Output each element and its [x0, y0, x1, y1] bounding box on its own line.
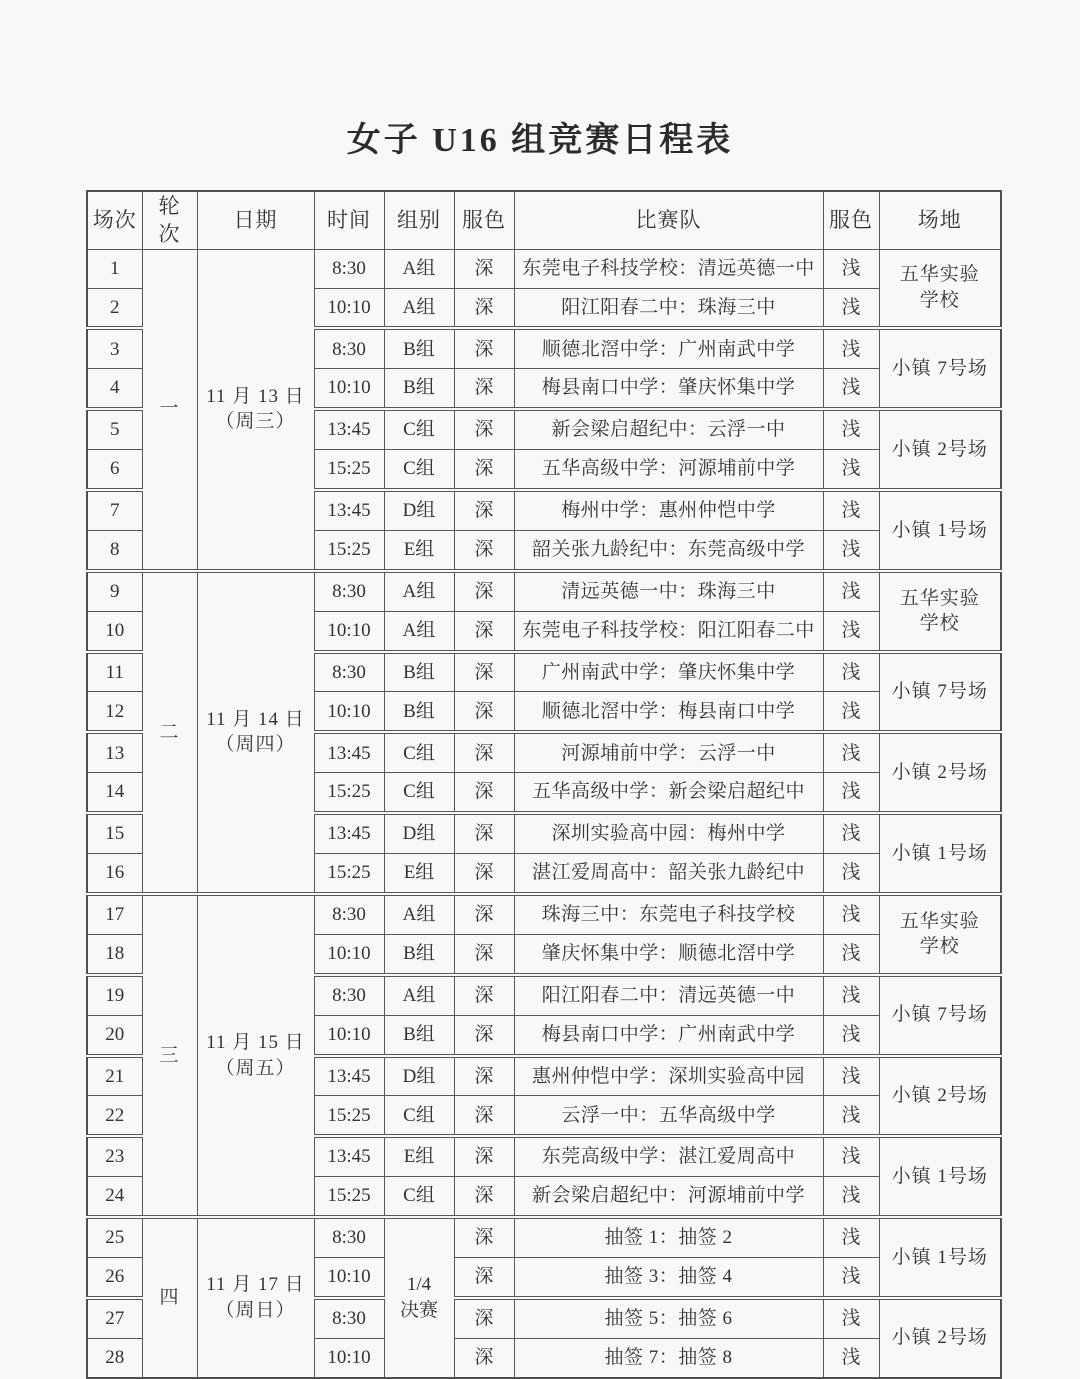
schedule-row [87, 1217, 1001, 1257]
match-no-cell: 17 [87, 894, 142, 934]
group-cell: D组 [384, 490, 454, 530]
round-cell: 四 [142, 1217, 197, 1378]
schedule-row [87, 571, 1001, 611]
match-no-cell: 13 [87, 732, 142, 772]
away-color-cell: 浅 [823, 854, 879, 894]
group-cell: C组 [384, 773, 454, 813]
venue-cell: 五华实验 学校 [879, 571, 1001, 652]
match-no-cell: 7 [87, 490, 142, 530]
match-no-cell: 3 [87, 328, 142, 368]
col-header-date: 日期 [197, 191, 314, 249]
home-color-cell: 深 [454, 409, 514, 449]
time-cell: 13:45 [314, 732, 384, 772]
group-cell: A组 [384, 611, 454, 651]
match-no-cell: 19 [87, 975, 142, 1015]
away-color-cell: 浅 [823, 249, 879, 288]
time-cell: 10:10 [314, 1257, 384, 1297]
away-color-cell: 浅 [823, 1338, 879, 1377]
home-color-cell: 深 [454, 328, 514, 368]
teams-cell: 顺德北滘中学：广州南武中学 [514, 328, 823, 368]
col-header-away-color: 服色 [823, 191, 879, 249]
teams-cell: 阳江阳春二中：珠海三中 [514, 288, 823, 328]
away-color-cell: 浅 [823, 1136, 879, 1176]
home-color-cell: 深 [454, 854, 514, 894]
match-no-cell: 25 [87, 1217, 142, 1257]
venue-cell: 小镇 7号场 [879, 652, 1001, 733]
time-cell: 8:30 [314, 328, 384, 368]
date-cell: 11 月 15 日 （周五） [197, 894, 314, 1217]
away-color-cell: 浅 [823, 934, 879, 974]
schedule-table-body [87, 249, 1001, 1377]
away-color-cell: 浅 [823, 1298, 879, 1338]
home-color-cell: 深 [454, 450, 514, 490]
time-cell: 13:45 [314, 490, 384, 530]
teams-cell: 深圳实验高中园：梅州中学 [514, 813, 823, 853]
away-color-cell: 浅 [823, 530, 879, 570]
venue-cell: 小镇 1号场 [879, 1217, 1001, 1298]
col-header-group: 组别 [384, 191, 454, 249]
teams-cell: 五华高级中学：新会梁启超纪中 [514, 773, 823, 813]
match-no-cell: 12 [87, 692, 142, 732]
time-cell: 10:10 [314, 692, 384, 732]
home-color-cell: 深 [454, 813, 514, 853]
venue-cell: 小镇 1号场 [879, 813, 1001, 894]
col-header-time: 时间 [314, 191, 384, 249]
date-cell: 11 月 17 日 （周日） [197, 1217, 314, 1378]
home-color-cell: 深 [454, 530, 514, 570]
teams-cell: 抽签 1：抽签 2 [514, 1217, 823, 1257]
group-cell: E组 [384, 1136, 454, 1176]
home-color-cell: 深 [454, 692, 514, 732]
home-color-cell: 深 [454, 1015, 514, 1055]
home-color-cell: 深 [454, 894, 514, 934]
venue-cell: 小镇 2号场 [879, 409, 1001, 490]
away-color-cell: 浅 [823, 692, 879, 732]
col-header-match-no: 场次 [87, 191, 142, 249]
schedule-table [86, 190, 1002, 1379]
home-color-cell: 深 [454, 1257, 514, 1297]
away-color-cell: 浅 [823, 450, 879, 490]
venue-cell: 小镇 1号场 [879, 1136, 1001, 1217]
group-cell: E组 [384, 530, 454, 570]
away-color-cell: 浅 [823, 328, 879, 368]
group-cell: C组 [384, 450, 454, 490]
match-no-cell: 9 [87, 571, 142, 611]
round-cell: 二 [142, 571, 197, 894]
match-no-cell: 22 [87, 1096, 142, 1136]
away-color-cell: 浅 [823, 732, 879, 772]
col-header-teams: 比赛队 [514, 191, 823, 249]
teams-cell: 东莞高级中学：湛江爱周高中 [514, 1136, 823, 1176]
home-color-cell: 深 [454, 571, 514, 611]
teams-cell: 抽签 3：抽签 4 [514, 1257, 823, 1297]
away-color-cell: 浅 [823, 1217, 879, 1257]
match-no-cell: 21 [87, 1056, 142, 1096]
match-no-cell: 18 [87, 934, 142, 974]
away-color-cell: 浅 [823, 571, 879, 611]
match-no-cell: 1 [87, 249, 142, 288]
away-color-cell: 浅 [823, 894, 879, 934]
header-row [87, 191, 1001, 249]
time-cell: 15:25 [314, 773, 384, 813]
venue-cell: 小镇 1号场 [879, 490, 1001, 571]
time-cell: 15:25 [314, 1177, 384, 1217]
group-cell: B组 [384, 369, 454, 409]
away-color-cell: 浅 [823, 1177, 879, 1217]
match-no-cell: 23 [87, 1136, 142, 1176]
teams-cell: 东莞电子科技学校：阳江阳春二中 [514, 611, 823, 651]
group-cell: B组 [384, 652, 454, 692]
match-no-cell: 20 [87, 1015, 142, 1055]
match-no-cell: 11 [87, 652, 142, 692]
teams-cell: 珠海三中：东莞电子科技学校 [514, 894, 823, 934]
venue-cell: 小镇 7号场 [879, 328, 1001, 409]
teams-cell: 肇庆怀集中学：顺德北滘中学 [514, 934, 823, 974]
away-color-cell: 浅 [823, 975, 879, 1015]
time-cell: 8:30 [314, 1298, 384, 1338]
teams-cell: 顺德北滘中学：梅县南口中学 [514, 692, 823, 732]
teams-cell: 梅县南口中学：广州南武中学 [514, 1015, 823, 1055]
teams-cell: 五华高级中学：河源埔前中学 [514, 450, 823, 490]
group-cell: C组 [384, 732, 454, 772]
match-no-cell: 6 [87, 450, 142, 490]
home-color-cell: 深 [454, 369, 514, 409]
venue-cell: 五华实验 学校 [879, 894, 1001, 975]
home-color-cell: 深 [454, 732, 514, 772]
teams-cell: 河源埔前中学：云浮一中 [514, 732, 823, 772]
time-cell: 8:30 [314, 1217, 384, 1257]
home-color-cell: 深 [454, 1338, 514, 1377]
group-cell: B组 [384, 328, 454, 368]
teams-cell: 惠州仲恺中学：深圳实验高中园 [514, 1056, 823, 1096]
away-color-cell: 浅 [823, 409, 879, 449]
away-color-cell: 浅 [823, 1056, 879, 1096]
match-no-cell: 10 [87, 611, 142, 651]
round-cell: 一 [142, 249, 197, 571]
teams-cell: 东莞电子科技学校：清远英德一中 [514, 249, 823, 288]
teams-cell: 抽签 7：抽签 8 [514, 1338, 823, 1377]
schedule-row [87, 894, 1001, 934]
home-color-cell: 深 [454, 1056, 514, 1096]
group-cell: A组 [384, 975, 454, 1015]
teams-cell: 梅州中学：惠州仲恺中学 [514, 490, 823, 530]
home-color-cell: 深 [454, 1177, 514, 1217]
away-color-cell: 浅 [823, 369, 879, 409]
time-cell: 8:30 [314, 652, 384, 692]
group-cell: B组 [384, 1015, 454, 1055]
time-cell: 15:25 [314, 1096, 384, 1136]
venue-cell: 五华实验 学校 [879, 249, 1001, 328]
time-cell: 13:45 [314, 813, 384, 853]
group-cell: A组 [384, 249, 454, 288]
home-color-cell: 深 [454, 975, 514, 1015]
match-no-cell: 28 [87, 1338, 142, 1377]
home-color-cell: 深 [454, 1136, 514, 1176]
group-cell: C组 [384, 1096, 454, 1136]
venue-cell: 小镇 2号场 [879, 1298, 1001, 1378]
time-cell: 15:25 [314, 450, 384, 490]
home-color-cell: 深 [454, 773, 514, 813]
match-no-cell: 14 [87, 773, 142, 813]
away-color-cell: 浅 [823, 1257, 879, 1297]
group-cell: A组 [384, 571, 454, 611]
home-color-cell: 深 [454, 652, 514, 692]
col-header-home-color: 服色 [454, 191, 514, 249]
teams-cell: 湛江爱周高中：韶关张九龄纪中 [514, 854, 823, 894]
group-cell: E组 [384, 854, 454, 894]
time-cell: 10:10 [314, 369, 384, 409]
time-cell: 13:45 [314, 1136, 384, 1176]
away-color-cell: 浅 [823, 652, 879, 692]
date-cell: 11 月 14 日 （周四） [197, 571, 314, 894]
teams-cell: 广州南武中学：肇庆怀集中学 [514, 652, 823, 692]
group-cell: C组 [384, 409, 454, 449]
match-no-cell: 4 [87, 369, 142, 409]
group-cell: D组 [384, 813, 454, 853]
group-cell: C组 [384, 1177, 454, 1217]
time-cell: 13:45 [314, 409, 384, 449]
home-color-cell: 深 [454, 934, 514, 974]
away-color-cell: 浅 [823, 611, 879, 651]
teams-cell: 云浮一中：五华高级中学 [514, 1096, 823, 1136]
time-cell: 15:25 [314, 530, 384, 570]
teams-cell: 阳江阳春二中：清远英德一中 [514, 975, 823, 1015]
away-color-cell: 浅 [823, 773, 879, 813]
match-no-cell: 24 [87, 1177, 142, 1217]
home-color-cell: 深 [454, 249, 514, 288]
away-color-cell: 浅 [823, 1096, 879, 1136]
match-no-cell: 2 [87, 288, 142, 328]
group-cell: 1/4 决赛 [384, 1217, 454, 1378]
teams-cell: 新会梁启超纪中：河源埔前中学 [514, 1177, 823, 1217]
time-cell: 8:30 [314, 975, 384, 1015]
round-cell: 三 [142, 894, 197, 1217]
away-color-cell: 浅 [823, 490, 879, 530]
home-color-cell: 深 [454, 490, 514, 530]
group-cell: A组 [384, 288, 454, 328]
schedule-row [87, 249, 1001, 288]
time-cell: 13:45 [314, 1056, 384, 1096]
time-cell: 10:10 [314, 1015, 384, 1055]
group-cell: B组 [384, 934, 454, 974]
match-no-cell: 26 [87, 1257, 142, 1297]
teams-cell: 清远英德一中：珠海三中 [514, 571, 823, 611]
group-cell: B组 [384, 692, 454, 732]
group-cell: A组 [384, 894, 454, 934]
time-cell: 10:10 [314, 1338, 384, 1377]
col-header-venue: 场地 [879, 191, 1001, 249]
teams-cell: 新会梁启超纪中：云浮一中 [514, 409, 823, 449]
away-color-cell: 浅 [823, 1015, 879, 1055]
time-cell: 15:25 [314, 854, 384, 894]
time-cell: 8:30 [314, 894, 384, 934]
venue-cell: 小镇 7号场 [879, 975, 1001, 1056]
teams-cell: 韶关张九龄纪中：东莞高级中学 [514, 530, 823, 570]
venue-cell: 小镇 2号场 [879, 1056, 1001, 1137]
time-cell: 10:10 [314, 611, 384, 651]
time-cell: 10:10 [314, 934, 384, 974]
date-cell: 11 月 13 日 （周三） [197, 249, 314, 571]
away-color-cell: 浅 [823, 813, 879, 853]
col-header-round: 轮 次 [142, 191, 197, 249]
home-color-cell: 深 [454, 611, 514, 651]
venue-cell: 小镇 2号场 [879, 732, 1001, 813]
match-no-cell: 16 [87, 854, 142, 894]
match-no-cell: 8 [87, 530, 142, 570]
match-no-cell: 5 [87, 409, 142, 449]
home-color-cell: 深 [454, 288, 514, 328]
home-color-cell: 深 [454, 1298, 514, 1338]
match-no-cell: 15 [87, 813, 142, 853]
time-cell: 10:10 [314, 288, 384, 328]
away-color-cell: 浅 [823, 288, 879, 328]
time-cell: 8:30 [314, 249, 384, 288]
home-color-cell: 深 [454, 1217, 514, 1257]
home-color-cell: 深 [454, 1096, 514, 1136]
time-cell: 8:30 [314, 571, 384, 611]
teams-cell: 抽签 5：抽签 6 [514, 1298, 823, 1338]
group-cell: D组 [384, 1056, 454, 1096]
teams-cell: 梅县南口中学：肇庆怀集中学 [514, 369, 823, 409]
match-no-cell: 27 [87, 1298, 142, 1338]
page-title: 女子 U16 组竞赛日程表 [346, 122, 734, 159]
